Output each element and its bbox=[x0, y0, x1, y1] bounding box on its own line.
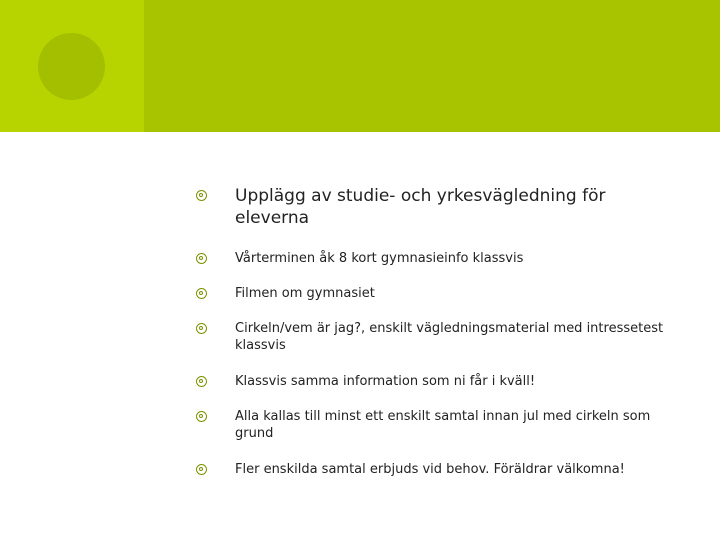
bullet-text: Filmen om gymnasiet bbox=[235, 286, 375, 301]
bullet-text: Fler enskilda samtal erbjuds vid behov. Föräldrar välkomna! bbox=[235, 462, 625, 477]
circle-bullet-icon bbox=[196, 190, 207, 201]
circle-bullet-icon bbox=[196, 288, 207, 299]
bullet-text: Klassvis samma information som ni får i kväll! bbox=[235, 374, 536, 389]
circle-bullet-icon bbox=[196, 376, 207, 387]
circle-bullet-icon bbox=[196, 323, 207, 334]
bullet-heading: Upplägg av studie- och yrkesvägledning för eleverna bbox=[235, 186, 606, 228]
bullet-text: Cirkeln/vem är jag?, enskilt vägledningsmaterial med intressetest klassvis bbox=[235, 321, 664, 353]
circle-bullet-icon bbox=[196, 464, 207, 475]
circle-bullet-icon bbox=[196, 411, 207, 422]
bullet-text: Alla kallas till minst ett enskilt samtal innan jul med cirkeln som grund bbox=[235, 409, 651, 441]
circle-bullet-icon bbox=[196, 253, 207, 264]
bullet-text: Vårterminen åk 8 kort gymnasieinfo klassvis bbox=[235, 251, 524, 266]
